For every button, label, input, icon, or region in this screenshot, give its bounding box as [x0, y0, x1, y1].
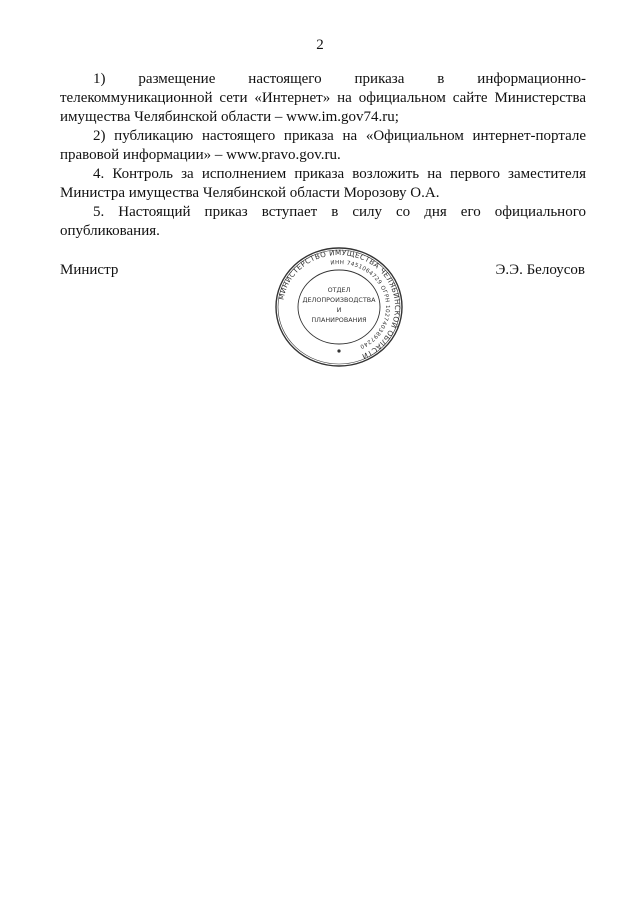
- stamp-line-4: ПЛАНИРОВАНИЯ: [311, 316, 367, 324]
- stamp-inner-ring-text: ИНН 7451064729 ОГРН 1027403897240: [330, 259, 391, 350]
- stamp-seal-icon: [272, 246, 406, 368]
- paragraph-item-1: 1) размещение настоящего приказа в информационно-телекоммуникационной сети «Интернет» на официальном сайте Министерства имущества Челябинской области – www.im.gov74.ru;: [60, 71, 586, 125]
- stamp-ring-text: МИНИСТЕРСТВО ИМУЩЕСТВА ЧЕЛЯБИНСКОЙ ОБЛАСТИ: [276, 247, 403, 362]
- signature-position: Министр: [60, 262, 119, 278]
- page-number: 2: [316, 37, 324, 53]
- stamp-line-1: ОТДЕЛ: [327, 286, 351, 294]
- official-stamp: [272, 246, 406, 368]
- paragraph-item-4: 4. Контроль за исполнением приказа возложить на первого заместителя Министра имущества Челябинской области Морозову О.А.: [60, 166, 586, 201]
- paragraph-item-5: 5. Настоящий приказ вступает в силу со дня его официального опубликования.: [60, 204, 586, 239]
- document-body: [60, 70, 586, 241]
- paragraph-item-2: 2) публикацию настоящего приказа на «Официальном интернет-портале правовой информации» – www.pravo.gov.ru.: [60, 128, 586, 163]
- stamp-line-3: И: [336, 306, 342, 314]
- signature-name: Э.Э. Белоусов: [495, 262, 585, 278]
- stamp-line-2: ДЕЛОПРОИЗВОДСТВА: [302, 296, 376, 304]
